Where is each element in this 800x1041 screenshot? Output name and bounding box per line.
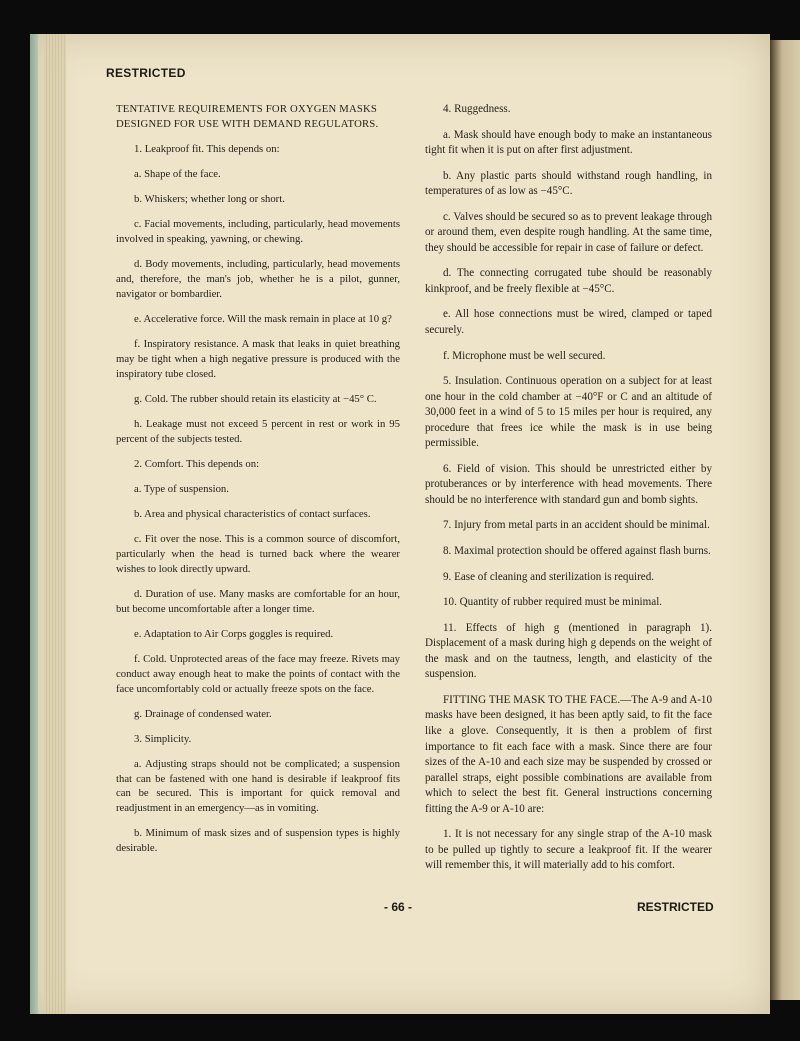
paragraph: 4. Ruggedness. [443, 103, 511, 115]
paragraph: b. Whiskers; whether long or short. [134, 192, 285, 205]
paragraph: 5. Insulation. Continuous operation on a subject for at least one hour in the cold chamber at −40°F or C and an altitude of 30,000 feet in a wind of 5 to 15 miles per hour is required, any procedure that frees ice while the mask is in use being permissible. [425, 375, 712, 450]
header-restricted: RESTRICTED [106, 66, 186, 80]
paragraph: b. Minimum of mask sizes and of suspension types is highly desirable. [116, 827, 400, 855]
page-number: - 66 - [384, 900, 413, 914]
paragraph: f. Inspiratory resistance. A mask that leaks in quiet breathing may be tight when a high negative pressure is produced with the inspiratory tube closed. [116, 337, 400, 380]
paragraph: g. Drainage of condensed water. [134, 707, 272, 720]
paragraph: b. Area and physical characteristics of contact surfaces. [134, 507, 371, 520]
paragraph: e. Adaptation to Air Corps goggles is required. [134, 627, 334, 640]
paragraph: a. Adjusting straps should not be complicated; a suspension that can be fastened with one hand is desirable if leakproof fits can be secured. This is important for quick removal and readjustment in an emergency—as in vomiting. [116, 757, 400, 815]
left-column [116, 102, 400, 866]
page-stack-edge [44, 34, 66, 1014]
paragraph: d. The connecting corrugated tube should be reasonably kinkproof, and be freely flexible at −45°C. [425, 267, 712, 295]
paragraph: e. Accelerative force. Will the mask remain in place at 10 g? [134, 312, 392, 325]
paragraph: d. Duration of use. Many masks are comfortable for an hour, but become uncomfortable after a longer time. [116, 587, 400, 615]
paragraph: f. Microphone must be well secured. [443, 349, 606, 362]
paragraph: b. Any plastic parts should withstand rough handling, in temperatures of as low as −45°C. [425, 169, 712, 198]
paragraph: c. Valves should be secured so as to prevent leakage through or around them, even despite rough handling. At the same time, they should be accessible for repair in case of failure or defect. [425, 210, 712, 254]
paragraph: 8. Maximal protection should be offered against flash burns. [443, 545, 711, 558]
paragraph: c. Fit over the nose. This is a common source of discomfort, particularly when the head is turned back where the wearer wishes to look directly upward. [116, 532, 400, 575]
section-heading: TENTATIVE REQUIREMENTS FOR OXYGEN MASKS DESIGNED FOR USE WITH DEMAND REGULATORS. [116, 103, 379, 130]
paragraph: FITTING THE MASK TO THE FACE.—The A-9 and A-10 masks have been designed, it has been aptly said, to fit the face like a glove. Consequently, it is then a problem of first importance to fit each face with a mask. Since there are four sizes of the A-10 and each size may be suspended by crossed or parallel straps, eight possible combinations are available from which to select the best fit. General instructions concerning fitting the A-9 or A-10 are: [425, 693, 712, 815]
paragraph: a. Type of suspension. [134, 482, 229, 495]
paragraph: 7. Injury from metal parts in an accident should be minimal. [443, 519, 710, 532]
paragraph: e. All hose connections must be wired, clamped or taped securely. [425, 308, 712, 337]
paragraph: 1. It is not necessary for any single strap of the A-10 mask to be pulled up tightly to secure a leakproof fit. If the wearer will remember this, it will materially add to his comfort. [425, 828, 712, 872]
paragraph: 6. Field of vision. This should be unrestricted either by protuberances or by interference with head movements. There should be no interference with standard gun and bomb sights. [425, 462, 712, 506]
paragraph: 1. Leakproof fit. This depends on: [134, 142, 280, 155]
paragraph: 11. Effects of high g (mentioned in paragraph 1). Displacement of a mask during high g depends on the weight of the mask and on the tautness, length, and elasticity of the suspension. [425, 621, 712, 681]
paragraph: f. Cold. Unprotected areas of the face may freeze. Rivets may conduct away enough heat to make the points of contact with the face uncomfortably cold or actually freeze spots on the face. [116, 652, 400, 695]
paragraph: 9. Ease of cleaning and sterilization is required. [443, 570, 655, 583]
paragraph: a. Mask should have enough body to make an instantaneous tight fit when it is put on after first adjustment. [425, 128, 712, 157]
paragraph: h. Leakage must not exceed 5 percent in rest or work in 95 percent of the subjects tested. [116, 417, 400, 445]
paragraph: c. Facial movements, including, particularly, head movements involved in speaking, yawning, or chewing. [116, 217, 400, 245]
paragraph: a. Shape of the face. [134, 167, 221, 180]
paragraph: 3. Simplicity. [134, 732, 192, 745]
facing-page-edge [770, 40, 800, 1000]
paragraph: 2. Comfort. This depends on: [134, 457, 260, 470]
paragraph: 10. Quantity of rubber required must be minimal. [443, 596, 663, 609]
paragraph: g. Cold. The rubber should retain its elasticity at −45° C. [134, 392, 377, 405]
footer-restricted: RESTRICTED [637, 900, 714, 914]
right-column [425, 102, 712, 884]
paragraph: d. Body movements, including, particularly, head movements and, therefore, the man's job, whether he is a pilot, gunner, navigator or bombardier. [116, 257, 400, 300]
